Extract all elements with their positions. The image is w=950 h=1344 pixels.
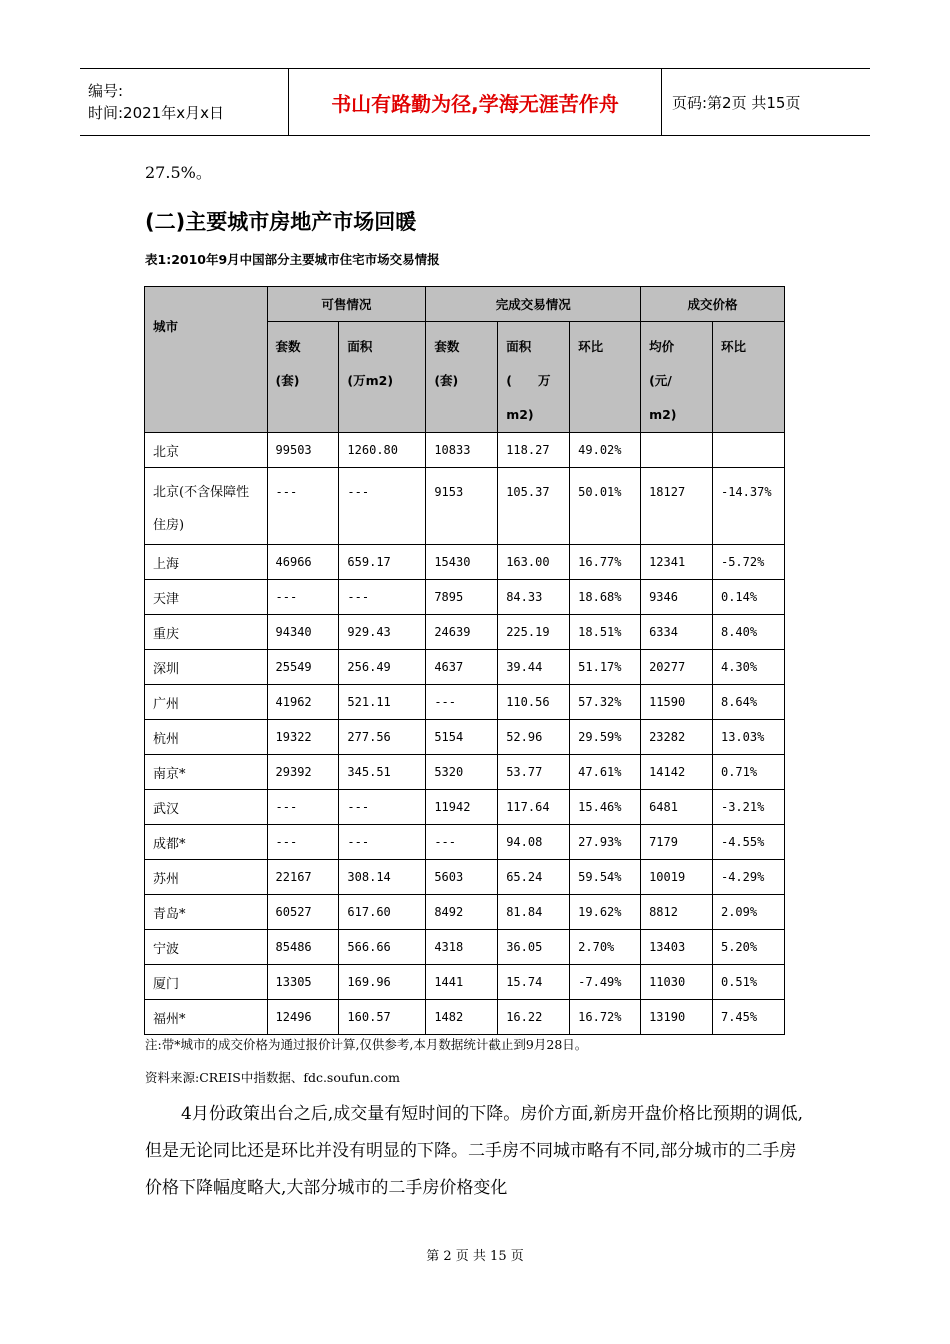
value-cell: 6481 — [641, 790, 713, 825]
value-cell: 5.20% — [712, 930, 784, 965]
col-city: 城市 — [145, 287, 268, 433]
table-row — [145, 825, 785, 860]
value-cell: 12341 — [641, 545, 713, 580]
value-cell: 23282 — [641, 720, 713, 755]
value-cell: 47.61% — [570, 755, 641, 790]
table-source: 资料来源:CREIS中指数据、fdc.soufun.com — [145, 1070, 400, 1085]
number-label: 编号: — [88, 82, 124, 100]
col-area: 面积 (万m2) — [339, 322, 426, 433]
table-row — [145, 580, 785, 615]
value-cell: 14142 — [641, 755, 713, 790]
value-cell: 105.37 — [498, 468, 570, 545]
city-cell: 北京(不含保障性住房) — [145, 468, 268, 545]
value-cell: 41962 — [267, 685, 339, 720]
value-cell: --- — [339, 580, 426, 615]
value-cell: 16.77% — [570, 545, 641, 580]
city-cell: 杭州 — [145, 720, 268, 755]
value-cell: 659.17 — [339, 545, 426, 580]
value-cell: -4.29% — [712, 860, 784, 895]
page-footer: 第 2 页 共 15 页 — [426, 1249, 524, 1264]
value-cell: 18.51% — [570, 615, 641, 650]
value-cell: 7179 — [641, 825, 713, 860]
table-row — [145, 965, 785, 1000]
value-cell: 8812 — [641, 895, 713, 930]
col-units: 套数 (套) — [267, 322, 339, 433]
value-cell: 9346 — [641, 580, 713, 615]
table-row — [145, 790, 785, 825]
value-cell: 94340 — [267, 615, 339, 650]
value-cell: 50.01% — [570, 468, 641, 545]
city-cell: 宁波 — [145, 930, 268, 965]
value-cell: 46966 — [267, 545, 339, 580]
value-cell: 4.30% — [712, 650, 784, 685]
value-cell: 11590 — [641, 685, 713, 720]
table-row — [145, 615, 785, 650]
body-paragraph: 4月份政策出台之后,成交量有短时间的下降。房价方面,新房开盘价格比预期的调低,但是无论同比还是环比并没有明显的下降。二手房不同城市略有不同,部分城市的二手房价格下降幅度略大,大部分城市的二手房价格变化 — [145, 1104, 804, 1198]
value-cell: 13403 — [641, 930, 713, 965]
city-cell: 北京 — [145, 433, 268, 468]
value-cell: 345.51 — [339, 755, 426, 790]
table-row — [145, 1000, 785, 1035]
value-cell: 256.49 — [339, 650, 426, 685]
table-row — [145, 433, 785, 468]
value-cell: 39.44 — [498, 650, 570, 685]
value-cell: -5.72% — [712, 545, 784, 580]
value-cell: --- — [339, 468, 426, 545]
date-line: 时间:2021年x月x日 — [88, 104, 224, 122]
col-done-area: 面积 ( 万 m2) — [498, 322, 570, 433]
table-caption: 表1:2010年9月中国部分主要城市住宅市场交易情报 — [145, 252, 440, 267]
city-cell: 重庆 — [145, 615, 268, 650]
header-motto: 书山有路勤为径,学海无涯苦作舟 — [289, 69, 662, 136]
value-cell: 163.00 — [498, 545, 570, 580]
value-cell: 36.05 — [498, 930, 570, 965]
city-cell: 成都* — [145, 825, 268, 860]
value-cell: 160.57 — [339, 1000, 426, 1035]
value-cell: 19.62% — [570, 895, 641, 930]
table-body — [145, 433, 785, 1035]
value-cell: 85486 — [267, 930, 339, 965]
value-cell: 929.43 — [339, 615, 426, 650]
col-avg-price: 均价 (元/ m2) — [641, 322, 713, 433]
value-cell: 617.60 — [339, 895, 426, 930]
value-cell: 7895 — [426, 580, 498, 615]
value-cell: 51.17% — [570, 650, 641, 685]
value-cell: 29.59% — [570, 720, 641, 755]
value-cell: 0.51% — [712, 965, 784, 1000]
value-cell: 8492 — [426, 895, 498, 930]
value-cell: 1482 — [426, 1000, 498, 1035]
value-cell: 65.24 — [498, 860, 570, 895]
table-row — [145, 930, 785, 965]
value-cell: 52.96 — [498, 720, 570, 755]
col-mom: 环比 — [570, 322, 641, 433]
value-cell: 2.09% — [712, 895, 784, 930]
group-price: 成交价格 — [641, 287, 785, 322]
value-cell: --- — [267, 825, 339, 860]
value-cell: 0.14% — [712, 580, 784, 615]
value-cell: 5603 — [426, 860, 498, 895]
value-cell: --- — [339, 790, 426, 825]
table-row — [145, 545, 785, 580]
value-cell: 6334 — [641, 615, 713, 650]
value-cell: --- — [267, 790, 339, 825]
value-cell: 84.33 — [498, 580, 570, 615]
city-cell: 武汉 — [145, 790, 268, 825]
value-cell: 1441 — [426, 965, 498, 1000]
value-cell: --- — [426, 685, 498, 720]
value-cell: 81.84 — [498, 895, 570, 930]
value-cell: 10019 — [641, 860, 713, 895]
table-row — [145, 720, 785, 755]
value-cell: 53.77 — [498, 755, 570, 790]
value-cell: 2.70% — [570, 930, 641, 965]
value-cell: 521.11 — [339, 685, 426, 720]
page-header — [80, 68, 870, 136]
value-cell: 118.27 — [498, 433, 570, 468]
table-row — [145, 650, 785, 685]
table-row — [145, 860, 785, 895]
value-cell: -14.37% — [712, 468, 784, 545]
value-cell: 18.68% — [570, 580, 641, 615]
city-cell: 南京* — [145, 755, 268, 790]
value-cell: 308.14 — [339, 860, 426, 895]
value-cell: 20277 — [641, 650, 713, 685]
table-row — [145, 895, 785, 930]
value-cell: 169.96 — [339, 965, 426, 1000]
value-cell: 11942 — [426, 790, 498, 825]
value-cell: 13305 — [267, 965, 339, 1000]
table-row — [145, 468, 785, 545]
table-row — [145, 685, 785, 720]
value-cell: --- — [339, 825, 426, 860]
value-cell: 25549 — [267, 650, 339, 685]
value-cell: -3.21% — [712, 790, 784, 825]
value-cell: 16.22 — [498, 1000, 570, 1035]
value-cell: 5320 — [426, 755, 498, 790]
value-cell: 4637 — [426, 650, 498, 685]
value-cell: 15.74 — [498, 965, 570, 1000]
value-cell — [641, 433, 713, 468]
value-cell: 13190 — [641, 1000, 713, 1035]
value-cell: 13.03% — [712, 720, 784, 755]
value-cell: 8.64% — [712, 685, 784, 720]
header-meta — [80, 69, 289, 136]
value-cell: 19322 — [267, 720, 339, 755]
table-row — [145, 755, 785, 790]
city-cell: 上海 — [145, 545, 268, 580]
housing-market-table — [144, 286, 785, 1035]
table-note: 注:带*城市的成交价格为通过报价计算,仅供参考,本月数据统计截止到9月28日。 — [145, 1037, 588, 1052]
value-cell: 9153 — [426, 468, 498, 545]
value-cell: 10833 — [426, 433, 498, 468]
value-cell: 29392 — [267, 755, 339, 790]
value-cell: 117.64 — [498, 790, 570, 825]
value-cell: 7.45% — [712, 1000, 784, 1035]
value-cell: 277.56 — [339, 720, 426, 755]
value-cell: 110.56 — [498, 685, 570, 720]
value-cell: 27.93% — [570, 825, 641, 860]
value-cell: 225.19 — [498, 615, 570, 650]
group-done: 完成交易情况 — [426, 287, 641, 322]
city-cell: 青岛* — [145, 895, 268, 930]
city-cell: 天津 — [145, 580, 268, 615]
value-cell: 15.46% — [570, 790, 641, 825]
header-page-info: 页码:第2页 共15页 — [662, 69, 871, 136]
value-cell: 15430 — [426, 545, 498, 580]
city-cell: 厦门 — [145, 965, 268, 1000]
value-cell: 60527 — [267, 895, 339, 930]
value-cell: 8.40% — [712, 615, 784, 650]
group-available: 可售情况 — [267, 287, 426, 322]
value-cell: 94.08 — [498, 825, 570, 860]
value-cell: 1260.80 — [339, 433, 426, 468]
value-cell: 59.54% — [570, 860, 641, 895]
value-cell: 18127 — [641, 468, 713, 545]
section-title: (二)主要城市房地产市场回暖 — [145, 210, 417, 234]
value-cell: 566.66 — [339, 930, 426, 965]
value-cell: --- — [267, 580, 339, 615]
value-cell: 4318 — [426, 930, 498, 965]
value-cell: 57.32% — [570, 685, 641, 720]
value-cell: -4.55% — [712, 825, 784, 860]
value-cell: 11030 — [641, 965, 713, 1000]
value-cell: 49.02% — [570, 433, 641, 468]
value-cell: 0.71% — [712, 755, 784, 790]
value-cell: 22167 — [267, 860, 339, 895]
value-cell: 99503 — [267, 433, 339, 468]
value-cell: -7.49% — [570, 965, 641, 1000]
city-cell: 苏州 — [145, 860, 268, 895]
city-cell: 福州* — [145, 1000, 268, 1035]
city-cell: 深圳 — [145, 650, 268, 685]
value-cell: --- — [267, 468, 339, 545]
value-cell: 5154 — [426, 720, 498, 755]
value-cell: --- — [426, 825, 498, 860]
col-price-mom: 环比 — [712, 322, 784, 433]
value-cell: 12496 — [267, 1000, 339, 1035]
city-cell: 广州 — [145, 685, 268, 720]
value-cell — [712, 433, 784, 468]
value-cell: 16.72% — [570, 1000, 641, 1035]
value-cell: 24639 — [426, 615, 498, 650]
col-done-units: 套数 (套) — [426, 322, 498, 433]
lead-text: 27.5%。 — [145, 163, 212, 182]
